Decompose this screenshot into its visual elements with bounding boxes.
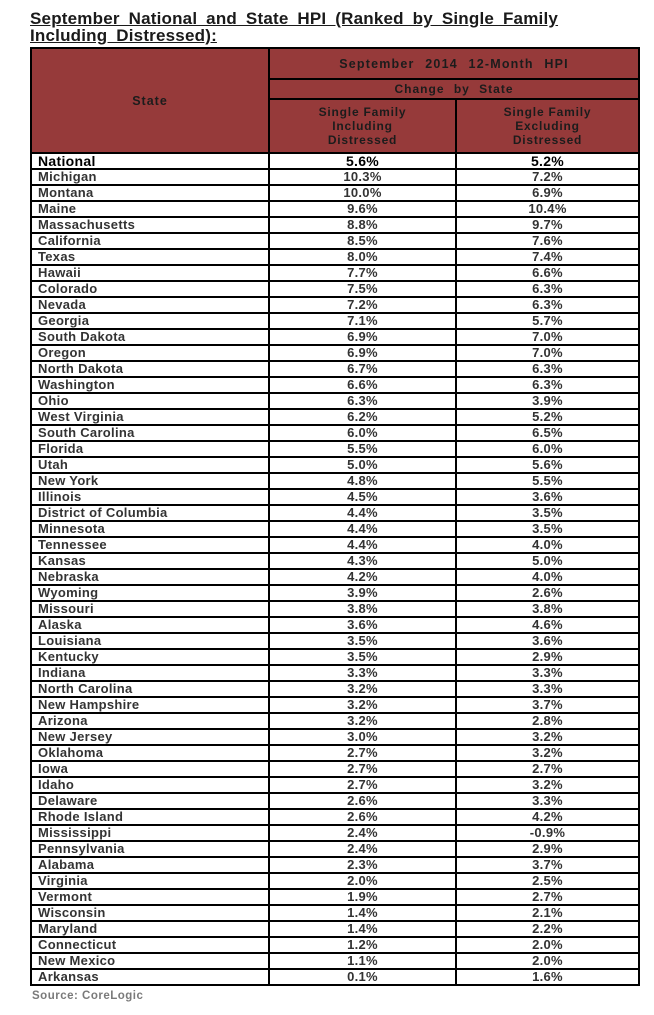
state-cell: Michigan	[31, 169, 269, 185]
table-row	[31, 681, 639, 697]
table-row	[31, 457, 639, 473]
state-cell: Kansas	[31, 553, 269, 569]
hpi-table	[30, 47, 640, 986]
table-row	[31, 521, 639, 537]
table-row	[31, 905, 639, 921]
state-cell: Utah	[31, 457, 269, 473]
table-row	[31, 617, 639, 633]
table-row	[31, 393, 639, 409]
excluding-value-cell: 5.2%	[456, 409, 639, 425]
excluding-value-cell: 4.6%	[456, 617, 639, 633]
excluding-value-cell: 2.0%	[456, 937, 639, 953]
table-row	[31, 553, 639, 569]
state-cell: Missouri	[31, 601, 269, 617]
table-row	[31, 649, 639, 665]
table-row	[31, 601, 639, 617]
table-row	[31, 185, 639, 201]
state-cell: Minnesota	[31, 521, 269, 537]
state-cell: North Carolina	[31, 681, 269, 697]
including-value-cell: 3.2%	[269, 697, 456, 713]
table-row	[31, 153, 639, 169]
state-cell: Indiana	[31, 665, 269, 681]
state-cell: Wisconsin	[31, 905, 269, 921]
excluding-value-cell: 2.1%	[456, 905, 639, 921]
table-row	[31, 665, 639, 681]
state-cell: South Dakota	[31, 329, 269, 345]
table-row	[31, 889, 639, 905]
including-value-cell: 2.4%	[269, 825, 456, 841]
excluding-value-cell: 10.4%	[456, 201, 639, 217]
excluding-value-cell: 6.0%	[456, 441, 639, 457]
including-value-cell: 2.7%	[269, 777, 456, 793]
state-cell: New York	[31, 473, 269, 489]
state-cell: North Dakota	[31, 361, 269, 377]
table-row	[31, 761, 639, 777]
state-cell: Colorado	[31, 281, 269, 297]
state-cell: Connecticut	[31, 937, 269, 953]
excluding-value-cell: 3.6%	[456, 633, 639, 649]
excluding-value-cell: 3.7%	[456, 857, 639, 873]
including-distressed-label: Single Family Including Distressed	[318, 105, 407, 147]
excluding-value-cell: 3.7%	[456, 697, 639, 713]
state-cell: New Hampshire	[31, 697, 269, 713]
including-value-cell: 7.5%	[269, 281, 456, 297]
page-title: September National and State HPI (Ranked by Single Family Including Distressed):	[30, 9, 559, 45]
including-value-cell: 4.4%	[269, 537, 456, 553]
state-cell: Massachusetts	[31, 217, 269, 233]
table-row	[31, 569, 639, 585]
state-cell: Delaware	[31, 793, 269, 809]
table-row	[31, 697, 639, 713]
state-cell: Idaho	[31, 777, 269, 793]
state-cell: Maryland	[31, 921, 269, 937]
including-value-cell: 6.3%	[269, 393, 456, 409]
excluding-value-cell: 3.3%	[456, 681, 639, 697]
excluding-value-cell: 3.8%	[456, 601, 639, 617]
excluding-distressed-label: Single Family Excluding Distressed	[503, 105, 592, 147]
including-value-cell: 6.9%	[269, 345, 456, 361]
table-row	[31, 505, 639, 521]
state-cell: Alabama	[31, 857, 269, 873]
excluding-value-cell: 6.3%	[456, 361, 639, 377]
excluding-value-cell: 3.2%	[456, 777, 639, 793]
table-row	[31, 633, 639, 649]
including-value-cell: 3.2%	[269, 681, 456, 697]
including-value-cell: 4.4%	[269, 505, 456, 521]
including-value-cell: 9.6%	[269, 201, 456, 217]
state-cell: California	[31, 233, 269, 249]
including-value-cell: 5.5%	[269, 441, 456, 457]
including-value-cell: 3.5%	[269, 633, 456, 649]
state-cell: Arizona	[31, 713, 269, 729]
including-value-cell: 4.2%	[269, 569, 456, 585]
excluding-value-cell: 4.2%	[456, 809, 639, 825]
including-value-cell: 7.1%	[269, 313, 456, 329]
excluding-value-cell: 7.0%	[456, 345, 639, 361]
excluding-value-cell: 5.7%	[456, 313, 639, 329]
including-value-cell: 3.9%	[269, 585, 456, 601]
source-note: Source: CoreLogic	[32, 990, 144, 1002]
excluding-value-cell: 3.3%	[456, 793, 639, 809]
including-value-cell: 3.0%	[269, 729, 456, 745]
excluding-value-cell: 9.7%	[456, 217, 639, 233]
state-cell: Arkansas	[31, 969, 269, 985]
excluding-value-cell: 6.3%	[456, 297, 639, 313]
table-row	[31, 201, 639, 217]
excluding-value-cell: -0.9%	[456, 825, 639, 841]
table-row	[31, 297, 639, 313]
including-value-cell: 1.4%	[269, 921, 456, 937]
excluding-value-cell: 6.6%	[456, 265, 639, 281]
state-column-header: State	[31, 48, 269, 153]
including-value-cell: 2.6%	[269, 809, 456, 825]
excluding-value-cell: 5.6%	[456, 457, 639, 473]
including-value-cell: 7.2%	[269, 297, 456, 313]
table-row	[31, 937, 639, 953]
including-value-cell: 6.6%	[269, 377, 456, 393]
top-band-header: September 2014 12-Month HPI	[269, 48, 639, 79]
table-row	[31, 361, 639, 377]
including-value-cell: 5.6%	[269, 153, 456, 169]
state-cell: Texas	[31, 249, 269, 265]
excluding-value-cell: 3.6%	[456, 489, 639, 505]
table-header	[31, 48, 639, 153]
including-value-cell: 6.7%	[269, 361, 456, 377]
state-cell: Vermont	[31, 889, 269, 905]
including-value-cell: 4.4%	[269, 521, 456, 537]
table-row	[31, 489, 639, 505]
table-row	[31, 425, 639, 441]
including-value-cell: 2.4%	[269, 841, 456, 857]
state-cell: Louisiana	[31, 633, 269, 649]
including-value-cell: 1.9%	[269, 889, 456, 905]
table-row	[31, 281, 639, 297]
state-cell: Alaska	[31, 617, 269, 633]
excluding-distressed-header	[456, 99, 639, 153]
state-cell: Pennsylvania	[31, 841, 269, 857]
state-cell: Rhode Island	[31, 809, 269, 825]
excluding-value-cell: 5.5%	[456, 473, 639, 489]
state-cell: Washington	[31, 377, 269, 393]
excluding-value-cell: 6.5%	[456, 425, 639, 441]
table-row	[31, 729, 639, 745]
including-value-cell: 6.0%	[269, 425, 456, 441]
excluding-value-cell: 5.2%	[456, 153, 639, 169]
excluding-value-cell: 2.8%	[456, 713, 639, 729]
table-row	[31, 233, 639, 249]
excluding-value-cell: 3.5%	[456, 505, 639, 521]
including-value-cell: 1.4%	[269, 905, 456, 921]
excluding-value-cell: 3.2%	[456, 729, 639, 745]
excluding-value-cell: 2.5%	[456, 873, 639, 889]
including-value-cell: 1.2%	[269, 937, 456, 953]
table-row	[31, 745, 639, 761]
table-row	[31, 345, 639, 361]
table-row	[31, 473, 639, 489]
excluding-value-cell: 4.0%	[456, 569, 639, 585]
including-value-cell: 6.9%	[269, 329, 456, 345]
including-value-cell: 3.3%	[269, 665, 456, 681]
state-cell: National	[31, 153, 269, 169]
table-body	[31, 153, 639, 985]
table-row	[31, 265, 639, 281]
table-row	[31, 809, 639, 825]
excluding-value-cell: 6.3%	[456, 281, 639, 297]
state-cell: Wyoming	[31, 585, 269, 601]
including-value-cell: 7.7%	[269, 265, 456, 281]
state-cell: Tennessee	[31, 537, 269, 553]
excluding-value-cell: 4.0%	[456, 537, 639, 553]
excluding-value-cell: 2.9%	[456, 649, 639, 665]
table-row	[31, 953, 639, 969]
including-value-cell: 4.8%	[269, 473, 456, 489]
including-value-cell: 3.6%	[269, 617, 456, 633]
header-row-top	[31, 48, 639, 79]
state-cell: Maine	[31, 201, 269, 217]
table-row	[31, 713, 639, 729]
excluding-value-cell: 7.0%	[456, 329, 639, 345]
excluding-value-cell: 2.2%	[456, 921, 639, 937]
state-cell: Illinois	[31, 489, 269, 505]
state-cell: District of Columbia	[31, 505, 269, 521]
state-cell: Oklahoma	[31, 745, 269, 761]
change-by-state-header: Change by State	[269, 79, 639, 99]
table-row	[31, 217, 639, 233]
excluding-value-cell: 3.3%	[456, 665, 639, 681]
state-cell: Nevada	[31, 297, 269, 313]
table-row	[31, 777, 639, 793]
including-value-cell: 3.2%	[269, 713, 456, 729]
state-cell: Hawaii	[31, 265, 269, 281]
state-cell: South Carolina	[31, 425, 269, 441]
state-cell: New Mexico	[31, 953, 269, 969]
state-cell: Iowa	[31, 761, 269, 777]
including-value-cell: 2.0%	[269, 873, 456, 889]
including-value-cell: 2.7%	[269, 745, 456, 761]
table-row	[31, 825, 639, 841]
state-cell: Mississippi	[31, 825, 269, 841]
including-value-cell: 3.5%	[269, 649, 456, 665]
table-row	[31, 585, 639, 601]
excluding-value-cell: 1.6%	[456, 969, 639, 985]
excluding-value-cell: 2.7%	[456, 889, 639, 905]
state-cell: Georgia	[31, 313, 269, 329]
excluding-value-cell: 3.9%	[456, 393, 639, 409]
excluding-value-cell: 2.6%	[456, 585, 639, 601]
table-row	[31, 841, 639, 857]
table-row	[31, 537, 639, 553]
excluding-value-cell: 2.9%	[456, 841, 639, 857]
state-cell: West Virginia	[31, 409, 269, 425]
including-value-cell: 8.5%	[269, 233, 456, 249]
including-value-cell: 2.7%	[269, 761, 456, 777]
including-value-cell: 8.8%	[269, 217, 456, 233]
including-value-cell: 2.3%	[269, 857, 456, 873]
state-cell: Florida	[31, 441, 269, 457]
excluding-value-cell: 3.5%	[456, 521, 639, 537]
including-value-cell: 10.0%	[269, 185, 456, 201]
including-value-cell: 1.1%	[269, 953, 456, 969]
state-cell: New Jersey	[31, 729, 269, 745]
excluding-value-cell: 2.0%	[456, 953, 639, 969]
table-row	[31, 249, 639, 265]
state-cell: Montana	[31, 185, 269, 201]
including-value-cell: 8.0%	[269, 249, 456, 265]
including-value-cell: 4.5%	[269, 489, 456, 505]
state-cell: Ohio	[31, 393, 269, 409]
excluding-value-cell: 7.6%	[456, 233, 639, 249]
excluding-value-cell: 7.4%	[456, 249, 639, 265]
table-row	[31, 793, 639, 809]
table-row	[31, 313, 639, 329]
including-value-cell: 2.6%	[269, 793, 456, 809]
including-value-cell: 6.2%	[269, 409, 456, 425]
state-cell: Oregon	[31, 345, 269, 361]
excluding-value-cell: 3.2%	[456, 745, 639, 761]
table-row	[31, 873, 639, 889]
state-cell: Kentucky	[31, 649, 269, 665]
excluding-value-cell: 6.3%	[456, 377, 639, 393]
table-row	[31, 377, 639, 393]
excluding-value-cell: 7.2%	[456, 169, 639, 185]
table-row	[31, 409, 639, 425]
table-row	[31, 329, 639, 345]
including-value-cell: 10.3%	[269, 169, 456, 185]
excluding-value-cell: 5.0%	[456, 553, 639, 569]
table-row	[31, 857, 639, 873]
table-row	[31, 169, 639, 185]
table-row	[31, 969, 639, 985]
including-value-cell: 0.1%	[269, 969, 456, 985]
table-row	[31, 921, 639, 937]
including-value-cell: 4.3%	[269, 553, 456, 569]
excluding-value-cell: 6.9%	[456, 185, 639, 201]
including-value-cell: 5.0%	[269, 457, 456, 473]
excluding-value-cell: 2.7%	[456, 761, 639, 777]
state-cell: Virginia	[31, 873, 269, 889]
state-cell: Nebraska	[31, 569, 269, 585]
including-distressed-header	[269, 99, 456, 153]
including-value-cell: 3.8%	[269, 601, 456, 617]
table-row	[31, 441, 639, 457]
